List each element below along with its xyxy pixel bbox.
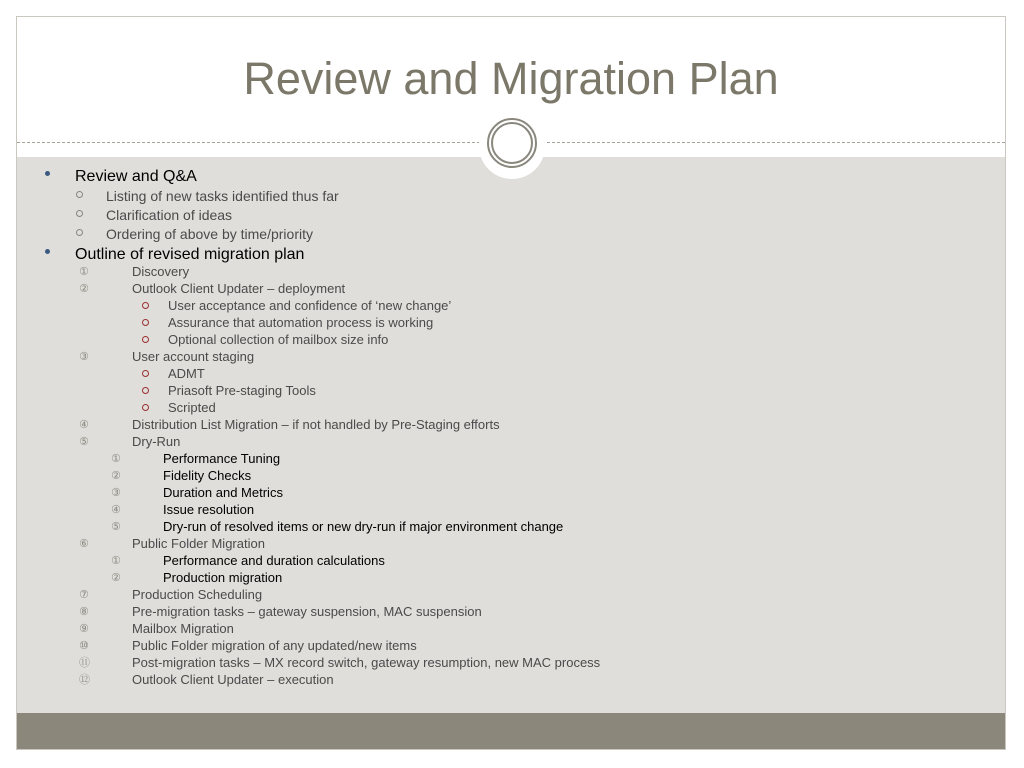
bullet-text: Production migration	[163, 570, 283, 585]
number-marker: ⑦	[79, 589, 89, 601]
bullet-text: Performance and duration calculations	[163, 553, 385, 568]
bullet-circle-icon	[76, 191, 83, 198]
bullet-text: Outlook Client Updater – execution	[132, 672, 334, 687]
number-marker: ③	[111, 487, 121, 499]
bullet-text: Review and Q&A	[75, 168, 197, 185]
bullet-text: Ordering of above by time/priority	[106, 226, 313, 242]
number-marker: ⑪	[79, 657, 90, 669]
bullet-text: Outline of revised migration plan	[75, 246, 305, 263]
bullet-circle-icon	[142, 387, 149, 394]
slide	[16, 16, 1006, 750]
bullet-text: Optional collection of mailbox size info	[168, 332, 389, 347]
bullet-text: Production Scheduling	[132, 587, 263, 602]
bullet-text: Listing of new tasks identified thus far	[106, 188, 339, 204]
number-marker: ⑨	[79, 623, 89, 635]
bullet-text: Dry-Run	[132, 434, 181, 449]
number-marker: ⑫	[79, 674, 90, 686]
number-marker: ④	[79, 419, 89, 431]
footer-band	[17, 713, 1005, 749]
number-marker: ⑤	[79, 436, 89, 448]
bullet-text: Assurance that automation process is working	[168, 315, 434, 330]
bullet-text: Pre-migration tasks – gateway suspension, MAC suspension	[132, 604, 482, 619]
bullet-text: User acceptance and confidence of ‘new change’	[168, 298, 452, 313]
bullet-text: Fidelity Checks	[163, 468, 252, 483]
number-marker: ⑩	[79, 640, 89, 652]
number-marker: ⑥	[79, 538, 89, 550]
bullet-text: Issue resolution	[163, 502, 255, 517]
bullet-text: ADMT	[168, 366, 205, 381]
bullet-circle-icon	[142, 336, 149, 343]
slide-title: Review and Migration Plan	[243, 53, 779, 104]
number-marker: ④	[111, 504, 121, 516]
bullet-text: Performance Tuning	[163, 451, 281, 466]
bullet-text: Outlook Client Updater – deployment	[132, 281, 346, 296]
number-marker: ①	[111, 453, 121, 465]
number-marker: ⑧	[79, 606, 89, 618]
bullet-text: Priasoft Pre-staging Tools	[168, 383, 316, 398]
bullet-text: Public Folder Migration	[132, 536, 265, 551]
number-marker: ①	[79, 266, 89, 278]
number-marker: ⑤	[111, 521, 121, 533]
number-marker: ①	[111, 555, 121, 567]
bullet-dot-icon	[45, 171, 50, 176]
bullet-text: User account staging	[132, 349, 255, 364]
bullet-circle-icon	[142, 319, 149, 326]
bullet-text: Scripted	[168, 400, 216, 415]
bullet-text: Duration and Metrics	[163, 485, 283, 500]
bullet-text: Post-migration tasks – MX record switch, gateway resumption, new MAC process	[132, 655, 601, 670]
number-marker: ②	[111, 572, 121, 584]
bullet-circle-icon	[76, 229, 83, 236]
bullet-circle-icon	[76, 210, 83, 217]
bullet-text: Clarification of ideas	[106, 207, 233, 223]
circle-ornament-inner-icon	[491, 122, 533, 164]
bullet-text: Distribution List Migration – if not handled by Pre-Staging efforts	[132, 417, 500, 432]
number-marker: ②	[79, 283, 89, 295]
bullet-circle-icon	[142, 302, 149, 309]
bullet-dot-icon	[45, 249, 50, 254]
bullet-circle-icon	[142, 370, 149, 377]
bullet-text: Public Folder migration of any updated/new items	[132, 638, 417, 653]
bullet-text: Discovery	[132, 264, 190, 279]
number-marker: ③	[79, 351, 89, 363]
number-marker: ②	[111, 470, 121, 482]
bullet-text: Mailbox Migration	[132, 621, 234, 636]
bullet-text: Dry-run of resolved items or new dry-run if major environment change	[163, 519, 564, 534]
bullet-circle-icon	[142, 404, 149, 411]
